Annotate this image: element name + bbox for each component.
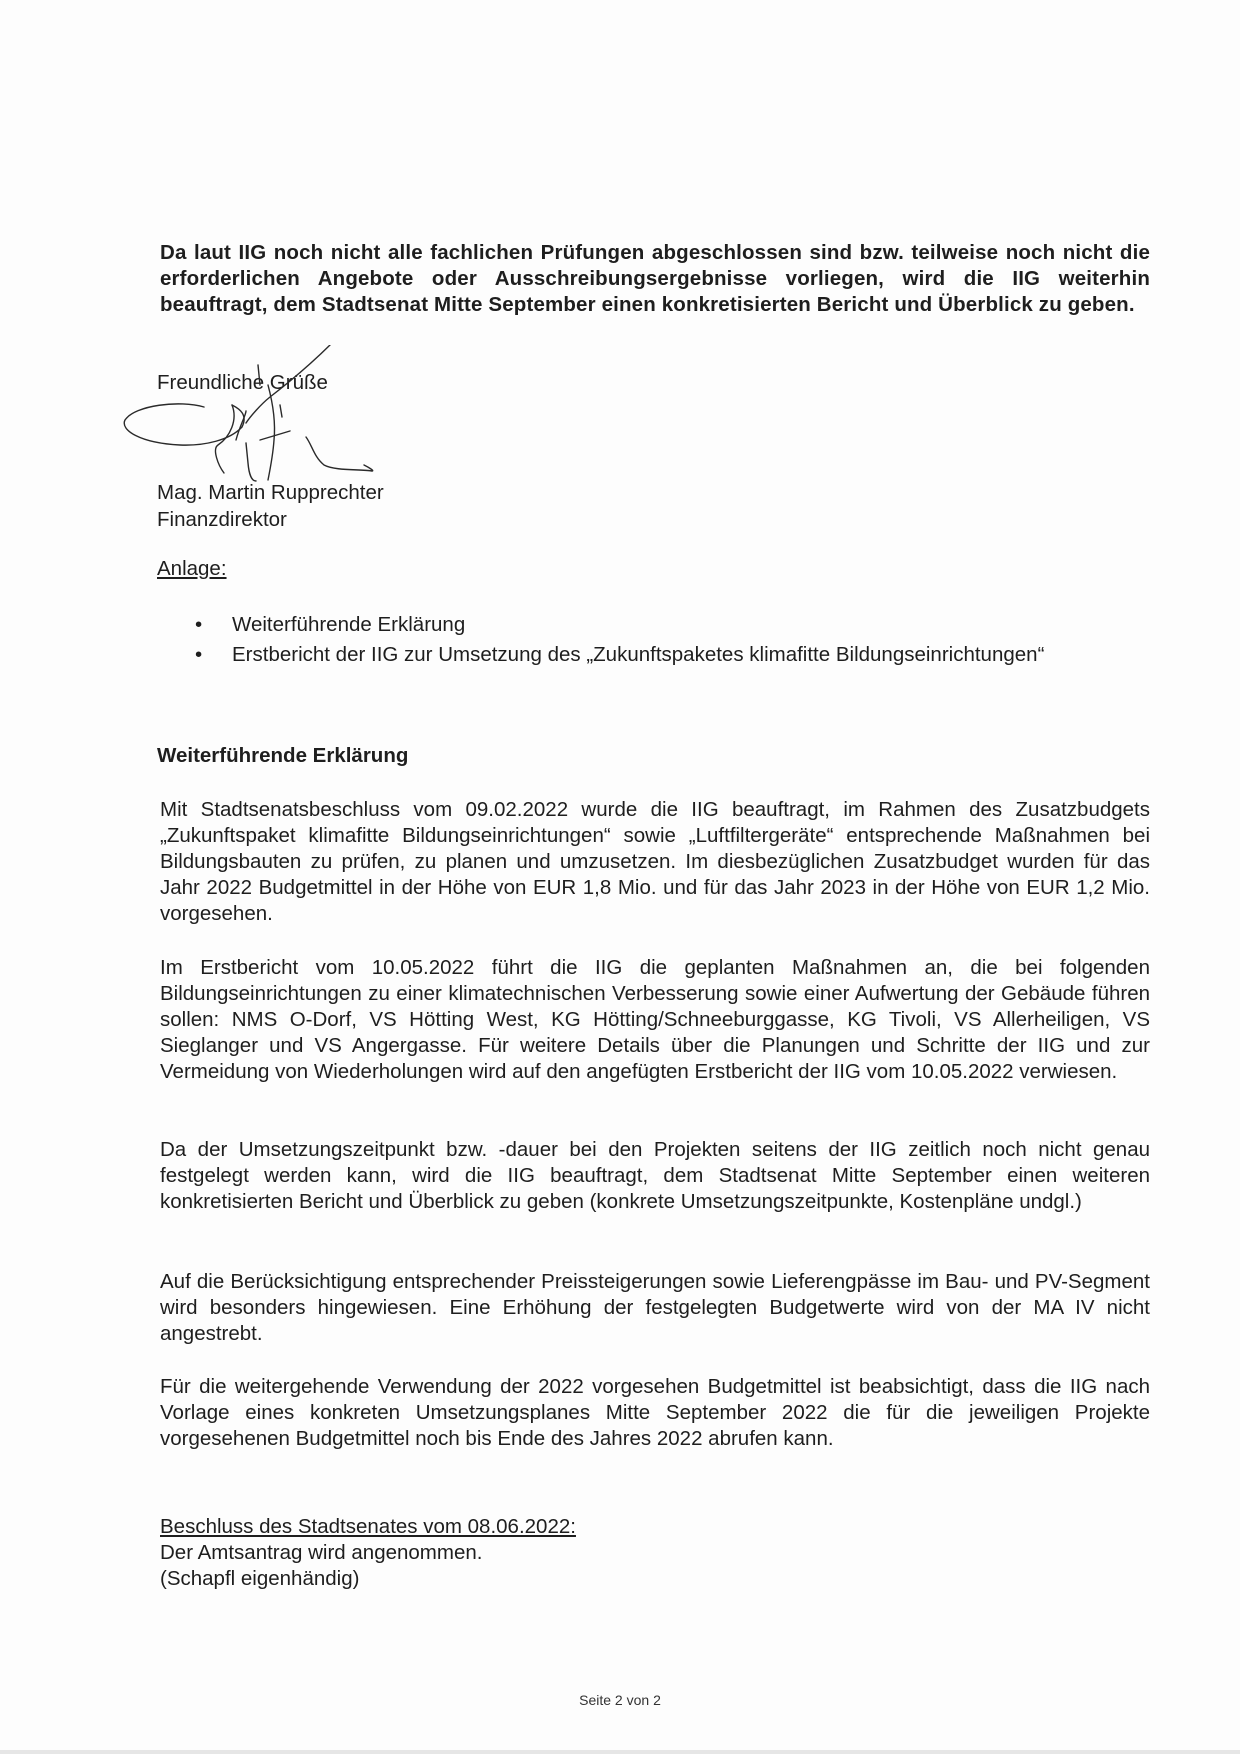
signatory-name: Mag. Martin Rupprechter — [157, 481, 384, 504]
resolution-block — [160, 1514, 576, 1592]
intro-paragraph: Da laut IIG noch nicht alle fachlichen Prüfungen abgeschlossen sind bzw. teilweise noch nicht die erforderlichen Angebote oder Ausschreibungsergebnisse vorliegen, wird die IIG weiterhin beauftragt, dem Stadtsenat Mitte September einen konkretisierten Bericht und Überblick zu geben. — [160, 241, 1150, 316]
scan-edge-divider — [0, 1750, 1240, 1754]
attachment-item: • Weiterführende Erklärung — [157, 610, 1044, 640]
section-heading: Weiterführende Erklärung — [157, 744, 409, 767]
handwritten-signature — [120, 345, 420, 495]
signatory-title: Finanzdirektor — [157, 508, 287, 531]
explanation-paragraph: Im Erstbericht vom 10.05.2022 führt die IIG die geplanten Maßnahmen an, die bei folgenden Bildungseinrichtungen zu einer klimatechnischen Verbesserung sowie einer Aufwertung der Gebäude führen sollen: NMS O-Dorf, VS Hötting West, KG Hötting/Schneeburggasse, KG Tivoli, VS Allerheiligen, VS Sieglanger und VS Angergasse. Für weitere Details über die Planungen und Schritte der IIG und zur Vermeidung von Wiederholungen wird auf den angefügten Erstbericht der IIG vom 10.05.2022 verwiesen. — [160, 956, 1150, 1083]
attachments-label: Anlage: — [157, 557, 227, 580]
explanation-paragraph: Auf die Berücksichtigung entsprechender Preissteigerungen sowie Lieferengpässe im Bau- und PV-Segment wird besonders hingewiesen. Eine Erhöhung der festgelegten Budgetwerte wird von der MA IV nicht angestrebt. — [160, 1270, 1150, 1345]
explanation-paragraph: Mit Stadtsenatsbeschluss vom 09.02.2022 wurde die IIG beauftragt, im Rahmen des Zusatzbudgets „Zukunftspaket klimafitte Bildungseinrichtungen“ sowie „Luftfiltergeräte“ entsprechende Maßnahmen bei Bildungsbauten zu prüfen, zu planen und umzusetzen. Im diesbezüglichen Zusatzbudget wurden für das Jahr 2022 Budgetmittel in der Höhe von EUR 1,8 Mio. und für das Jahr 2023 in der Höhe von EUR 1,2 Mio. vorgesehen. — [160, 798, 1150, 925]
page-number-footer: Seite 2 von 2 — [579, 1692, 661, 1708]
closing-greeting: Freundliche Grüße — [157, 371, 328, 394]
attachments-list — [157, 610, 1044, 670]
resolution-title: Beschluss des Stadtsenates vom 08.06.2022: — [160, 1515, 576, 1538]
attachment-item: • Erstbericht der IIG zur Umsetzung des „Zukunftspaketes klimafitte Bildungseinrichtungen“ — [157, 640, 1044, 670]
explanation-paragraph: Für die weitergehende Verwendung der 2022 vorgesehen Budgetmittel ist beabsichtigt, dass die IIG nach Vorlage eines konkreten Umsetzungsplanes Mitte September 2022 die für die jeweiligen Projekte vorgesehenen Budgetmittel noch bis Ende des Jahres 2022 abrufen kann. — [160, 1375, 1150, 1450]
signatory-block — [157, 479, 384, 533]
explanation-paragraph: Da der Umsetzungszeitpunkt bzw. -dauer bei den Projekten seitens der IIG zeitlich noch nicht genau festgelegt werden kann, wird die IIG beauftragt, dem Stadtsenat Mitte September einen weiteren konkretisierten Bericht und Überblick zu geben (konkrete Umsetzungszeitpunkte, Kostenpläne undgl.) — [160, 1138, 1150, 1213]
resolution-note: (Schapfl eigenhändig) — [160, 1567, 360, 1590]
resolution-line: Der Amtsantrag wird angenommen. — [160, 1541, 483, 1564]
